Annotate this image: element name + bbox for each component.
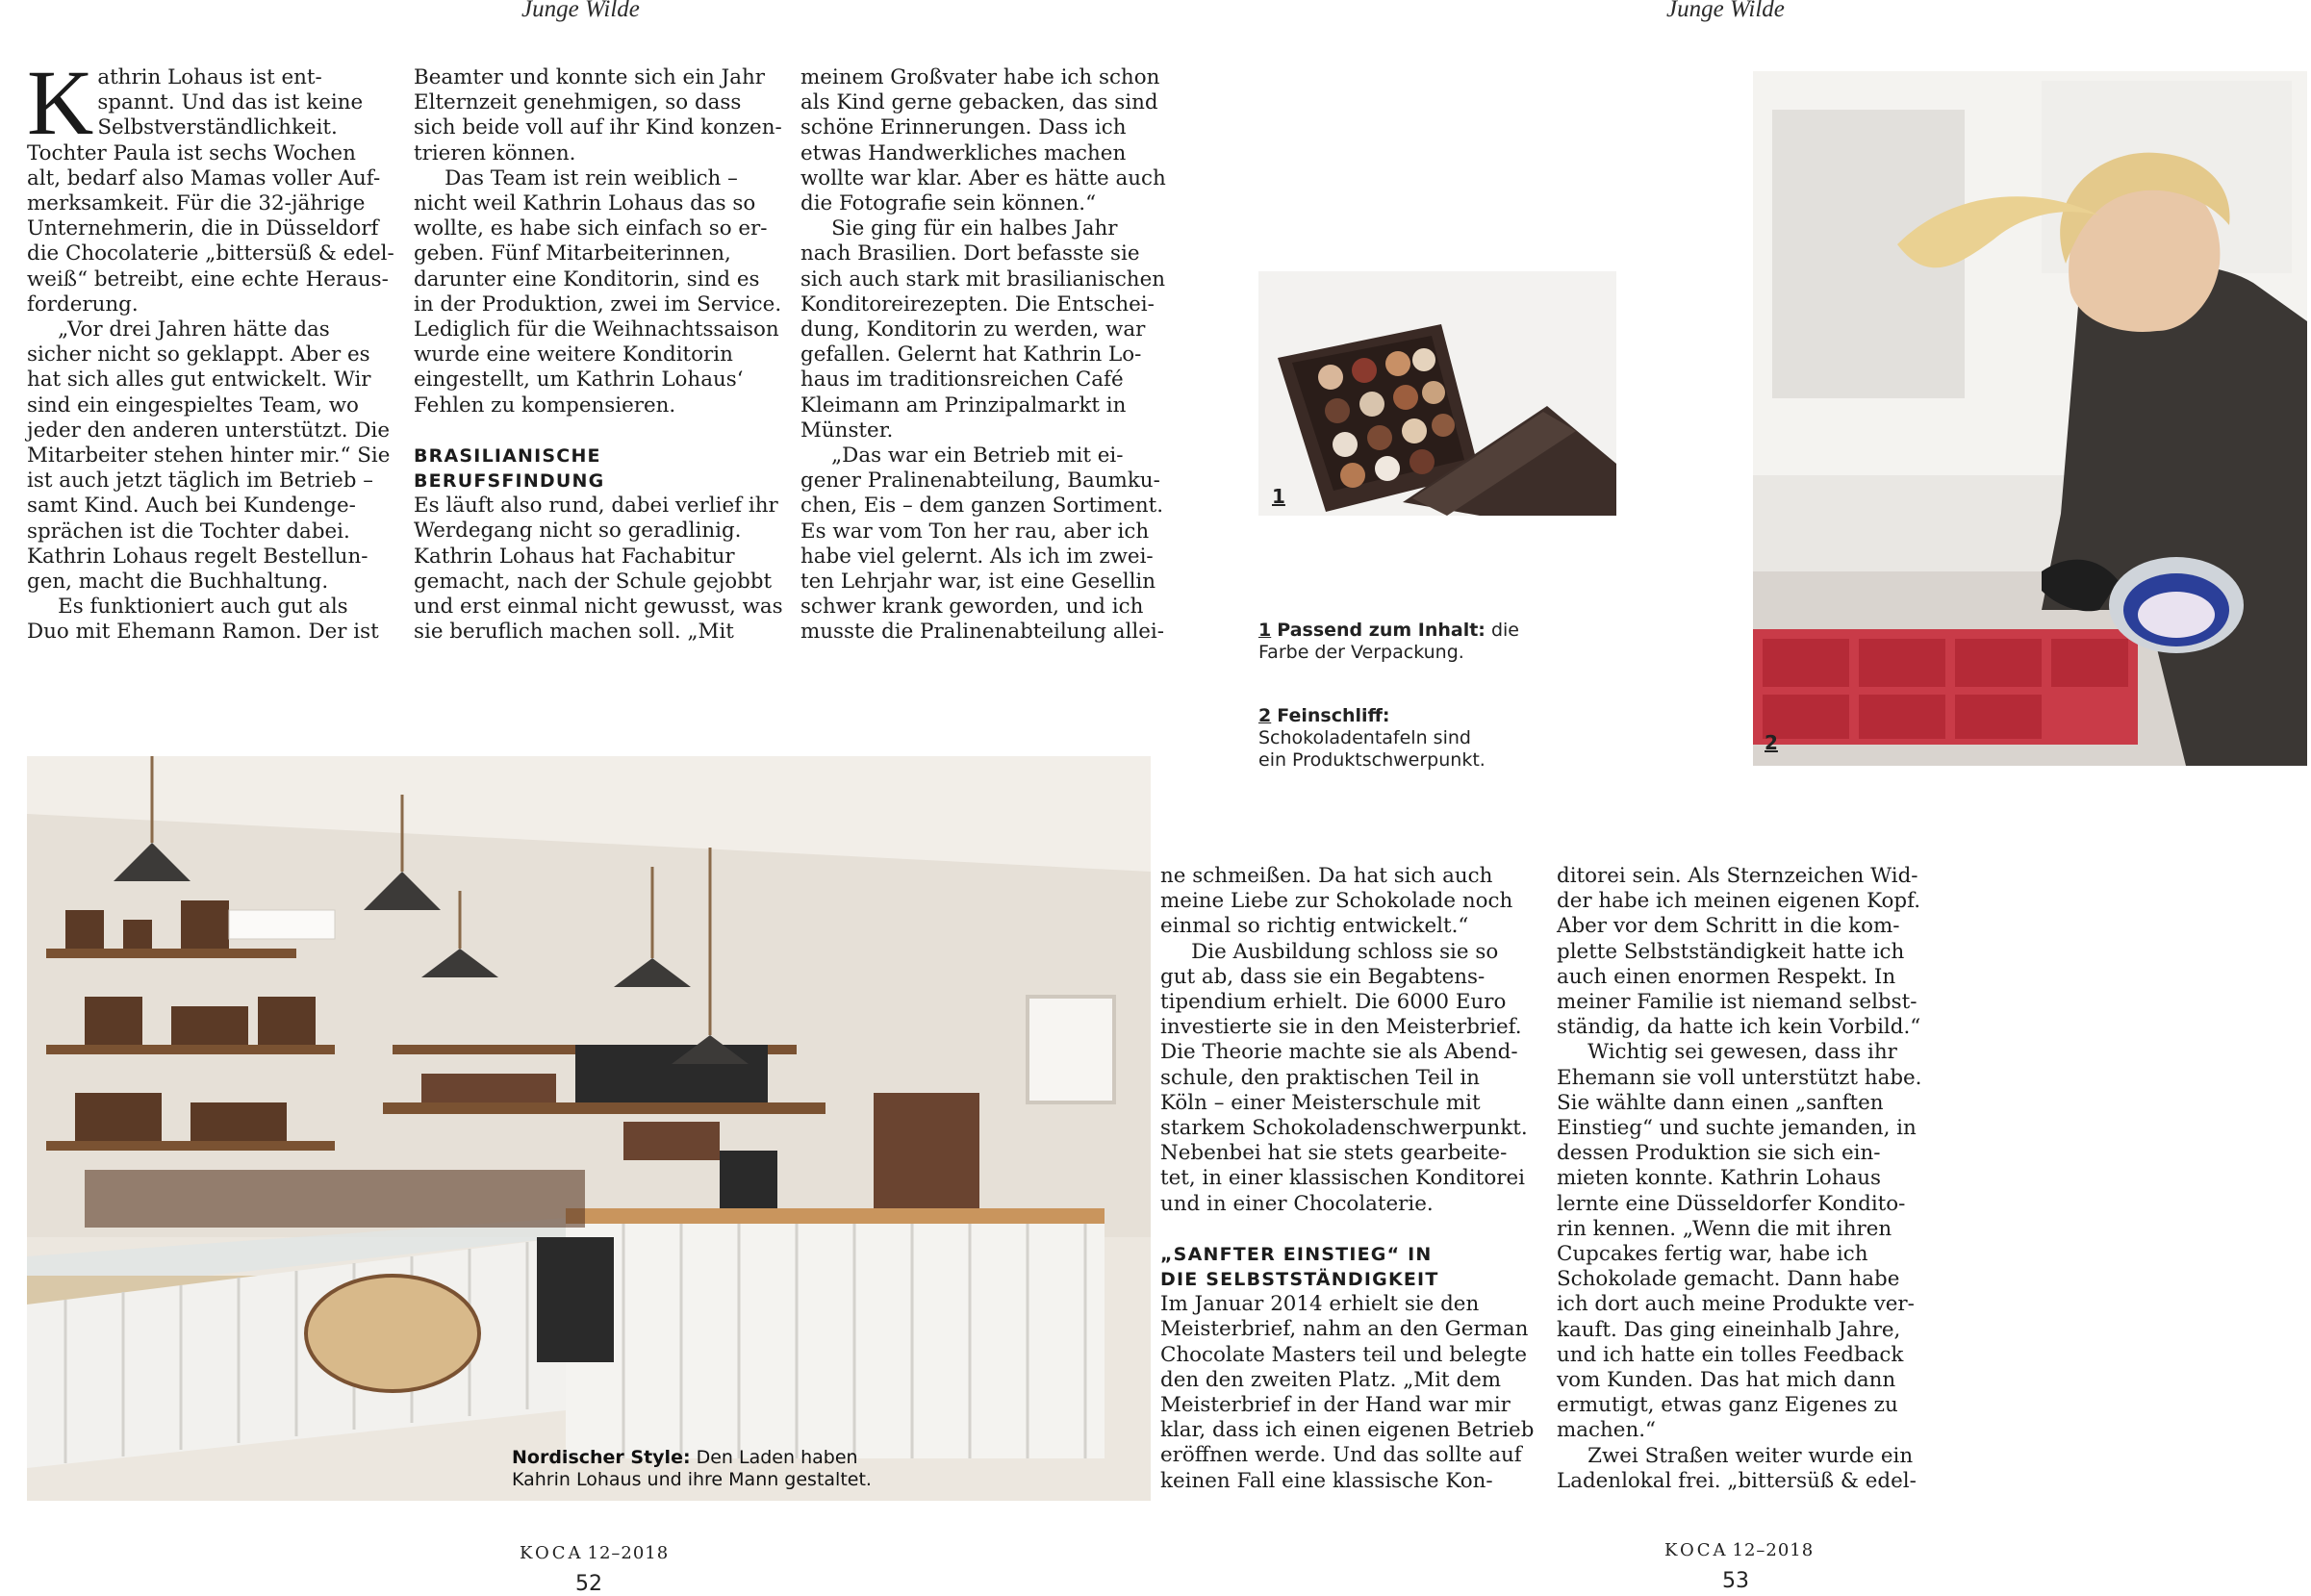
text-line: „Vor drei Jahren hätte das (58, 317, 330, 342)
text-line: tipendium erhielt. Die 6000 Euro (1160, 990, 1507, 1015)
photo-1-label: 1 (1272, 485, 1285, 508)
text-line: meinem Großvater habe ich schon (800, 65, 1160, 89)
text-line: Es funktioniert auch gut als (58, 595, 348, 620)
text-line: Nebenbei hat sie stets gearbeite- (1160, 1141, 1508, 1166)
chef-illustration (1753, 71, 2307, 766)
magazine-name: KOCA (1664, 1540, 1729, 1560)
text-line: alt, bedarf also Mamas voller Auf- (27, 165, 381, 190)
text-line: Aber vor dem Schritt in die kom- (1557, 914, 1900, 939)
text-line: Münster. (800, 418, 894, 443)
caption-title: Feinschliff: (1277, 705, 1390, 726)
text-line: Konditoreirezepten. Die Entschei- (800, 291, 1155, 317)
subheading-line: BERUFSFINDUNG (414, 470, 605, 493)
shop-interior-photo (27, 756, 1151, 1501)
subheading-brasilianische (414, 443, 770, 494)
text-line: ne schmeißen. Da hat sich auch (1160, 864, 1493, 888)
caption-number: 1 (1258, 620, 1272, 641)
text-line: den den zweiten Platz. „Mit dem (1160, 1367, 1502, 1392)
text-line: sich beide voll auf ihr Kind konzen- (414, 115, 782, 140)
text-line: Kathrin Lohaus hat Fachabitur (414, 544, 735, 569)
text-line: sich auch stark mit brasilianischen (800, 266, 1166, 291)
text-line: wurde eine weitere Konditorin (414, 342, 733, 367)
article-column-1 (27, 51, 394, 646)
text-line: ermutigt, etwas ganz Eigenes zu (1557, 1393, 1898, 1418)
page-number-left: 52 (575, 1572, 602, 1596)
text-line: vom Kunden. Das hat mich dann (1557, 1368, 1896, 1393)
text-line: schöne Erinnerungen. Dass ich (800, 115, 1127, 140)
text-line: sie beruflich machen soll. „Mit (414, 620, 734, 645)
text-line: die Chocolaterie „bittersüß & edel- (27, 241, 394, 266)
caption-title: Nordischer Style: (512, 1447, 691, 1468)
caption-text: Den Laden haben (696, 1447, 858, 1468)
text-line: dung, Konditorin zu werden, war (800, 317, 1146, 342)
subheading-line: „SANFTER EINSTIEG“ IN (1160, 1243, 1433, 1265)
text-line: eröffnen werde. Und das sollte auf (1160, 1443, 1522, 1468)
caption-text: ein Produktschwerpunkt. (1258, 749, 1486, 771)
text-line: Beamter und konnte sich ein Jahr (414, 65, 765, 89)
column-4b-text (1160, 1292, 1535, 1494)
text-line: ditorei sein. Als Sternzeichen Wid- (1557, 864, 1918, 888)
text-line: auch einen enormen Respekt. In (1557, 964, 1896, 989)
text-line: Wichtig sei gewesen, dass ihr (1587, 1040, 1897, 1065)
text-line: Sie wählte dann einen „sanften (1557, 1090, 1884, 1115)
subheading-sanfter-einstieg (1160, 1242, 1526, 1292)
text-line: Die Ausbildung schloss sie so (1191, 939, 1499, 964)
text-line: Die Theorie machte sie als Abend- (1160, 1040, 1518, 1065)
text-line: gut ab, dass sie ein Begabtens- (1160, 964, 1486, 989)
text-line: einmal so richtig entwickelt.“ (1160, 914, 1469, 939)
text-line: und erst einmal nicht gewusst, was (414, 595, 783, 620)
text-line: musste die Pralinenabteilung allei- (800, 620, 1164, 645)
text-line: athrin Lohaus ist ent- (97, 65, 322, 89)
text-line: wollte war klar. Aber es hätte auch (800, 165, 1166, 190)
text-line: plette Selbstständigkeit hatte ich (1557, 939, 1905, 964)
page-number-right: 53 (1722, 1569, 1749, 1593)
text-line: meiner Familie ist niemand selbst- (1557, 990, 1917, 1015)
text-line: dessen Produktion sie sich ein- (1557, 1141, 1881, 1166)
text-line: „Das war ein Betrieb mit ei- (831, 443, 1124, 469)
text-line: jeder den anderen unterstützt. Die (27, 418, 391, 443)
text-line: Tochter Paula ist sechs Wochen (27, 140, 356, 165)
caption-text: Farbe der Verpackung. (1258, 642, 1464, 663)
text-line: Es läuft also rund, dabei verlief ihr (414, 494, 778, 519)
text-line: starkem Schokoladenschwerpunkt. (1160, 1116, 1528, 1141)
text-line: samt Kind. Auch bei Kundenge- (27, 494, 356, 519)
text-line: Einstieg“ und suchte jemanden, in (1557, 1116, 1917, 1141)
text-line: als Kind gerne gebacken, das sind (800, 90, 1158, 115)
text-line: sicher nicht so geklappt. Aber es (27, 342, 370, 367)
text-line: Chocolate Masters teil und belegte (1160, 1342, 1527, 1367)
text-line: und ich hatte ein tolles Feedback (1557, 1342, 1904, 1367)
text-line: chen, Eis – dem ganzen Sortiment. (800, 494, 1163, 519)
text-line: und in einer Chocolaterie. (1160, 1191, 1434, 1216)
issue-number: 12–2018 (587, 1543, 670, 1563)
text-line: ten Lehrjahr war, ist eine Gesellin (800, 570, 1156, 595)
caption-text: Schokoladentafeln sind (1258, 727, 1471, 748)
text-line: Kathrin Lohaus regelt Bestellun- (27, 544, 368, 569)
text-line: eingestellt, um Kathrin Lohaus‘ (414, 367, 744, 393)
footer-brand-right (1664, 1540, 1814, 1560)
caption-1 (1258, 620, 1519, 664)
column-2b-text (414, 494, 783, 645)
footer-brand-left (520, 1543, 669, 1563)
text-line: Duo mit Ehemann Ramon. Der ist (27, 620, 379, 645)
column-5-text (1557, 864, 1922, 1494)
text-line: gen, macht die Buchhaltung. (27, 570, 329, 595)
subheading-line: BRASILIANISCHE (414, 444, 601, 467)
caption-text: die (1490, 620, 1519, 641)
subheading-line: DIE SELBSTSTÄNDIGKEIT (1160, 1269, 1439, 1291)
text-line: schule, den praktischen Teil in (1160, 1065, 1480, 1090)
text-line: in der Produktion, zwei im Service. (414, 291, 782, 317)
magazine-name: KOCA (520, 1543, 584, 1563)
article-column-4 (1160, 864, 1535, 1494)
drop-cap: K (27, 51, 94, 154)
column-4-text (1160, 864, 1526, 1217)
text-line: keinen Fall eine klassische Kon- (1160, 1468, 1493, 1493)
text-line: nach Brasilien. Dort befasste sie (800, 241, 1140, 266)
text-line: die Fotografie sein können.“ (800, 191, 1097, 216)
text-line: Mitarbeiter stehen hinter mir.“ Sie (27, 443, 391, 469)
article-column-5 (1557, 864, 1922, 1494)
text-line: kauft. Das ging eineinhalb Jahre, (1557, 1317, 1901, 1342)
article-column-3 (800, 65, 1166, 646)
text-line: schwer krank geworden, und ich (800, 595, 1144, 620)
text-line: Sie ging für ein halbes Jahr (831, 216, 1118, 241)
text-line: haus im traditionsreichen Café (800, 367, 1124, 393)
text-line: ständig, da hatte ich kein Vorbild.“ (1557, 1015, 1921, 1040)
text-line: wollte, es habe sich einfach so er- (414, 216, 768, 241)
text-line: gener Pralinenabteilung, Baumku- (800, 469, 1160, 494)
text-line: Schokolade gemacht. Dann habe (1557, 1267, 1900, 1292)
caption-number: 2 (1258, 705, 1272, 726)
column-3-text (800, 65, 1166, 646)
text-line: Unternehmerin, die in Düsseldorf (27, 216, 379, 241)
text-line: ist auch jetzt täglich im Betrieb – (27, 469, 373, 494)
caption-text: Kahrin Lohaus und ihre Mann gestaltet. (512, 1469, 872, 1490)
text-line: spannt. Und das ist keine (97, 90, 364, 115)
text-line: Elternzeit genehmigen, so dass (414, 90, 742, 115)
text-line: meine Liebe zur Schokolade noch (1160, 889, 1513, 914)
text-line: geben. Fünf Mitarbeiterinnen, (414, 241, 731, 266)
text-line: Werdegang nicht so geradlinig. (414, 519, 742, 544)
running-head-right: Junge Wilde (1666, 0, 1785, 22)
running-head-left: Junge Wilde (521, 0, 640, 22)
text-line: rin kennen. „Wenn die mit ihren (1557, 1216, 1892, 1241)
text-line: Ladenlokal frei. „bittersüß & edel- (1557, 1468, 1917, 1493)
article-column-2 (414, 65, 783, 645)
column-1-text (27, 51, 394, 646)
photo-2-label: 2 (1765, 731, 1778, 754)
caption-2 (1258, 705, 1486, 772)
text-line: sind ein eingespieltes Team, wo (27, 393, 359, 418)
column-2-text (414, 65, 782, 418)
text-line: Köln – einer Meisterschule mit (1160, 1090, 1481, 1115)
chef-photo (1753, 71, 2307, 766)
issue-number: 12–2018 (1732, 1540, 1815, 1560)
text-line: ich dort auch meine Produkte ver- (1557, 1292, 1915, 1317)
text-line: habe viel gelernt. Als ich im zwei- (800, 544, 1154, 569)
text-line: Kleimann am Prinzipalmarkt in (800, 393, 1127, 418)
text-line: machen.“ (1557, 1418, 1656, 1443)
text-line: darunter eine Konditorin, sind es (414, 266, 760, 291)
text-line: weiß“ betreibt, eine echte Heraus- (27, 266, 389, 291)
text-line: lernte eine Düsseldorfer Kondito- (1557, 1191, 1906, 1216)
shop-caption (512, 1447, 872, 1491)
text-line: gefallen. Gelernt hat Kathrin Lo- (800, 342, 1142, 367)
text-line: Zwei Straßen weiter wurde ein (1587, 1443, 1914, 1468)
praline-box-photo (1258, 271, 1616, 516)
text-line: der habe ich meinen eigenen Kopf. (1557, 889, 1921, 914)
shop-interior-illustration (27, 756, 1151, 1501)
text-line: trieren können. (414, 140, 576, 165)
text-line: Meisterbrief, nahm an den German (1160, 1317, 1529, 1342)
praline-box-illustration (1258, 271, 1616, 516)
text-line: klar, dass ich einen eigenen Betrieb (1160, 1418, 1535, 1443)
text-line: Es war vom Ton her rau, aber ich (800, 519, 1150, 544)
text-line: investierte sie in den Meisterbrief. (1160, 1015, 1522, 1040)
text-line: gemacht, nach der Schule gejobbt (414, 569, 773, 594)
text-line: Lediglich für die Weihnachtssaison (414, 317, 779, 342)
text-line: mieten konnte. Kathrin Lohaus (1557, 1166, 1881, 1191)
text-line: nicht weil Kathrin Lohaus das so (414, 191, 756, 216)
text-line: Selbstverständlichkeit. (97, 115, 338, 140)
caption-title: Passend zum Inhalt: (1277, 620, 1486, 641)
text-line: Cupcakes fertig war, habe ich (1557, 1242, 1868, 1267)
text-line: Meisterbrief in der Hand war mir (1160, 1393, 1511, 1418)
text-line: hat sich alles gut entwickelt. Wir (27, 367, 371, 393)
text-line: Im Januar 2014 erhielt sie den (1160, 1292, 1480, 1317)
text-line: forderung. (27, 291, 139, 317)
text-line: etwas Handwerkliches machen (800, 140, 1127, 165)
text-line: Ehemann sie voll unterstützt habe. (1557, 1065, 1922, 1090)
text-line: sprächen ist die Tochter dabei. (27, 519, 350, 544)
text-line: tet, in einer klassischen Konditorei (1160, 1166, 1525, 1191)
text-line: Fehlen zu kompensieren. (414, 393, 676, 418)
text-line: merksamkeit. Für die 32-jährige (27, 191, 366, 216)
text-line: Das Team ist rein weiblich – (444, 165, 738, 190)
